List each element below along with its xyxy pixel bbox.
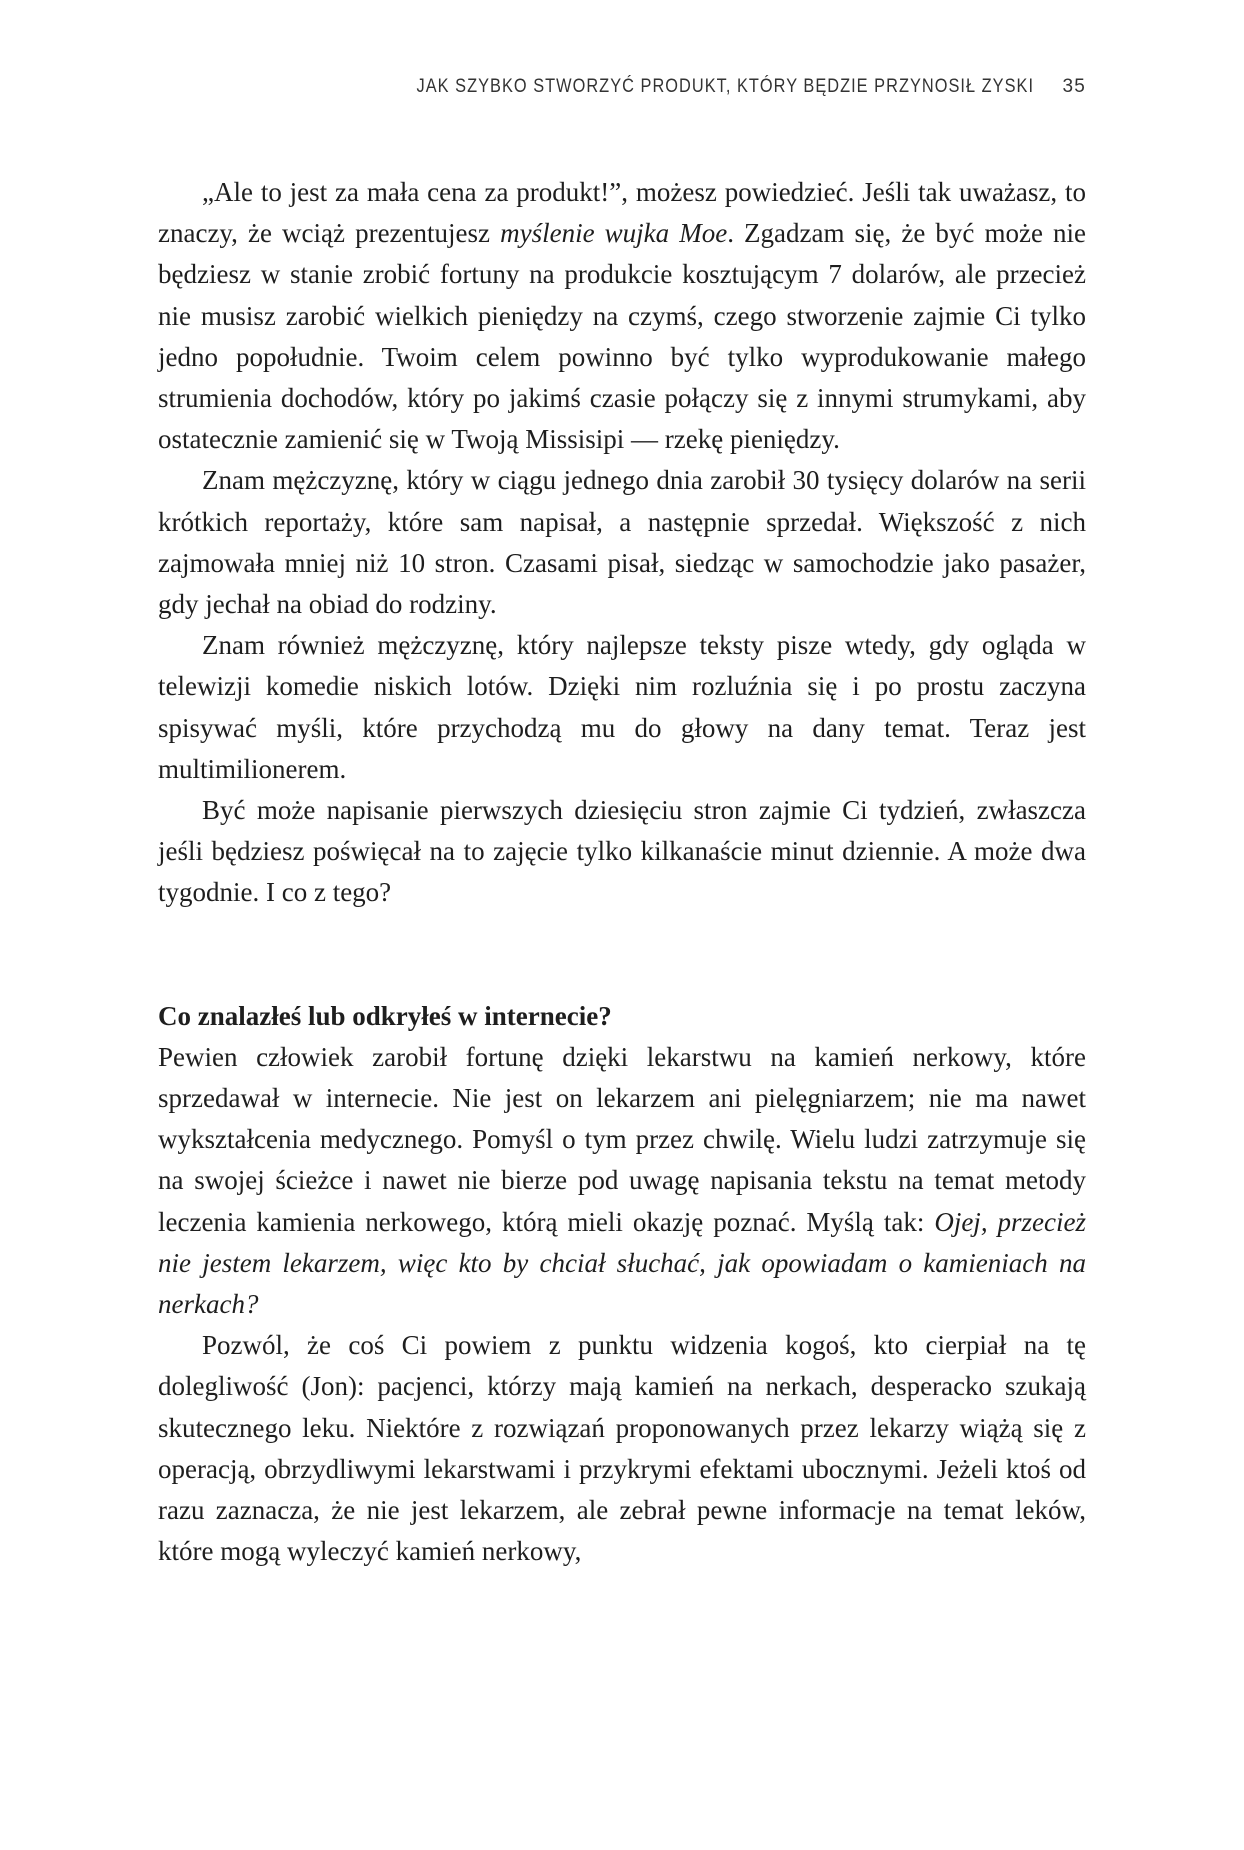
paragraph-1-text-b: . Zgadzam się, że być może nie będziesz w stanie zrobić fortuny na produkcie kosztującym 7 dolarów, ale przecież nie musisz zarobić wielkich pieniędzy na czymś, czego stworzenie zajmie Ci tylko jedno popołudnie. Twoim celem powinno być tylko wyprodukowanie małego strumienia dochodów, który po jakimś czasie połączy się z innymi strumykami, aby ostatecznie zamienić się w Twoją Missisipi — rzekę pieniędzy. — [158, 218, 1086, 455]
section-heading: Co znalazłeś lub odkryłeś w internecie? — [158, 1000, 612, 1031]
paragraph-5-text: Pewien człowiek zarobił fortunę dzięki lekarstwu na kamień nerkowy, które sprzedawał w internecie. Nie jest on lekarzem ani pielęgniarzem; nie ma nawet wykształcenia medycznego. Pomyśl o tym przez chwilę. Wielu ludzi zatrzymuje się na swojej ścieżce i nawet nie bierze pod uwagę napisania tekstu na temat metody leczenia kamienia nerkowego, którą mieli okazję poznać. Myślą tak: — [158, 1041, 1086, 1237]
paragraph-5 — [158, 1037, 1086, 1325]
section-spacer — [158, 914, 1086, 996]
page-number: 35 — [1062, 76, 1086, 97]
body-text — [158, 172, 1086, 1573]
paragraph-6: Pozwól, że coś Ci powiem z punktu widzenia kogoś, kto cierpiał na tę dolegliwość (Jon): pacjenci, którzy mają kamień na nerkach, desperacko szukają skutecznego leku. Niektóre z rozwiązań proponowanych przez lekarzy wiążą się z operacją, obrzydliwymi lekarstwami i przykrymi efektami ubocznymi. Jeżeli ktoś od razu zaznacza, że nie jest lekarzem, ale zebrał pewne informacje na temat leków, które mogą wyleczyć kamień nerkowy, — [158, 1330, 1086, 1567]
running-head-title: JAK SZYBKO STWORZYĆ PRODUKT, KTÓRY BĘDZIE PRZYNOSIŁ ZYSKI — [416, 76, 1035, 97]
paragraph-4: Być może napisanie pierwszych dziesięciu stron zajmie Ci tydzień, zwłaszcza jeśli będziesz poświęcał na to zajęcie tylko kilkanaście minut dziennie. A może dwa tygodnie. I co z tego? — [158, 795, 1086, 908]
running-head — [160, 72, 1086, 102]
paragraph-3: Znam również mężczyznę, który najlepsze teksty pisze wtedy, gdy ogląda w telewizji komedie niskich lotów. Dzięki nim rozluźnia się i po prostu zaczyna spisywać myśli, które przychodzą mu do głowy na dany temat. Teraz jest multimilionerem. — [158, 630, 1086, 784]
paragraph-5-italic: Ojej, przecież nie jestem lekarzem, więc kto by chciał słuchać, jak opowiadam o kamieniach na nerkach? — [158, 1206, 1086, 1320]
paragraph-1 — [158, 172, 1086, 460]
paragraph-1-text-a: „Ale to jest za mała cena za produkt!”, możesz powiedzieć. Jeśli tak uważasz, to znaczy, że wciąż prezentujesz — [158, 177, 1086, 249]
paragraph-2: Znam mężczyznę, który w ciągu jednego dnia zarobił 30 tysięcy dolarów na serii krótkich reportaży, które sam napisał, a następnie sprzedał. Większość z nich zajmowała mniej niż 10 stron. Czasami pisał, siedząc w samochodzie jako pasażer, gdy jechał na obiad do rodziny. — [158, 465, 1086, 620]
paragraph-1-italic: myślenie wujka Moe — [500, 218, 728, 249]
